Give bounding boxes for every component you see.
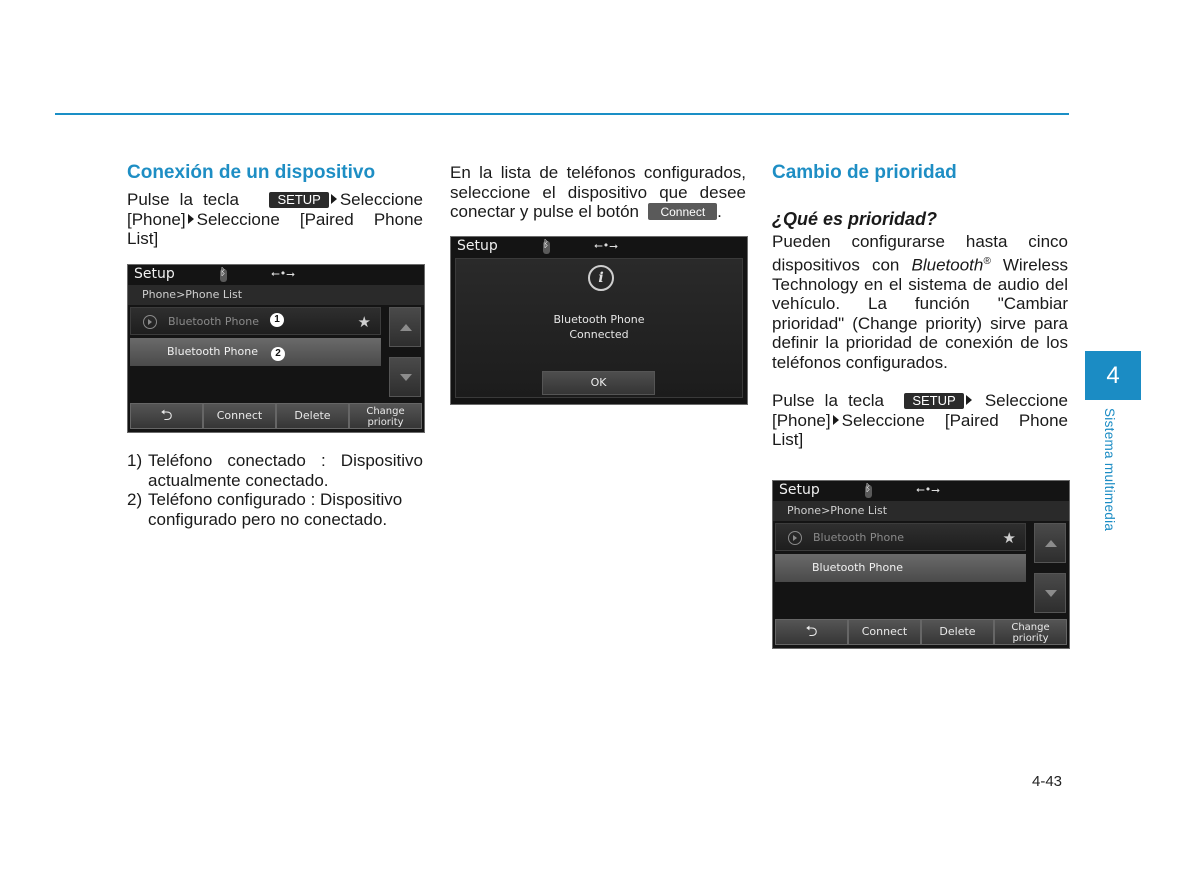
head-unit-screen-connected-popup — [450, 236, 748, 405]
section-heading-priority: Cambio de prioridad — [772, 162, 957, 183]
dialog-message: Bluetooth Phone Connected — [553, 313, 645, 341]
section-heading-connect: Conexión de un dispositivo — [127, 162, 376, 183]
play-icon — [143, 315, 157, 329]
breadcrumb: Phone>Phone List — [128, 285, 424, 305]
instruction-paragraph: Pulse la tecla SETUP Seleccione [Phone] Seleccione [Paired Phone List] — [772, 391, 1068, 450]
arrow-right-icon — [188, 214, 194, 224]
bluetooth-icon — [220, 269, 227, 282]
head-unit-screen-phone-list-2 — [772, 480, 1070, 649]
play-icon — [788, 531, 802, 545]
bluetooth-icon — [543, 241, 550, 254]
info-icon: i — [588, 265, 614, 291]
arrow-up-icon — [1045, 540, 1057, 547]
note-item: 2) Teléfono configurado : Dispositivo configurado pero no conectado. — [127, 490, 403, 529]
back-arrow-icon: ⮌ — [805, 622, 818, 640]
note-item: 1) Teléfono conectado : Dispositivo actualmente conectado. — [127, 451, 423, 490]
screen-title: Setup — [457, 238, 498, 254]
legend-notes — [127, 451, 423, 529]
softkey-bar — [775, 619, 1067, 645]
back-button[interactable] — [130, 403, 203, 429]
list-item-connected-phone[interactable]: Bluetooth Phone ★ — [130, 307, 381, 335]
setup-key: SETUP — [269, 192, 328, 208]
scroll-down-button[interactable] — [389, 357, 421, 397]
page-number: 4-43 — [1032, 773, 1063, 790]
arrow-down-icon — [400, 374, 412, 381]
delete-button[interactable]: Delete — [921, 619, 994, 645]
subheading-what-is-priority: ¿Qué es prioridad? — [772, 209, 938, 229]
screen-title: Setup — [779, 482, 820, 498]
list-item-paired-phone[interactable]: Bluetooth Phone — [775, 554, 1026, 582]
column-3 — [772, 162, 1068, 450]
chapter-tab: 4 — [1085, 351, 1141, 400]
scroll-up-button[interactable] — [1034, 523, 1066, 563]
delete-button[interactable]: Delete — [276, 403, 349, 429]
star-icon: ★ — [1002, 529, 1016, 547]
softkey-bar — [130, 403, 422, 429]
scroll-up-button[interactable] — [389, 307, 421, 347]
list-item-paired-phone[interactable]: Bluetooth Phone — [130, 338, 381, 366]
screen-title: Setup — [134, 266, 175, 282]
priority-paragraph: Pueden configurarse hasta cinco dispositivos con Bluetooth® Wireless Technology en el sistema de audio del vehículo. La función "Cambiar prioridad" (Change priority) sirve para definir la prioridad de conexión de los teléfonos configurados. — [772, 232, 1068, 372]
connect-key: Connect — [648, 203, 717, 220]
scroll-down-button[interactable] — [1034, 573, 1066, 613]
instruction-paragraph: Pulse la tecla SETUP Seleccione [Phone] Seleccione [Paired Phone List] — [127, 190, 423, 248]
column-1 — [127, 162, 423, 249]
header-rule — [55, 113, 1069, 115]
usb-icon: ⭠•⭢ — [271, 267, 296, 280]
list-item-connected-phone[interactable]: Bluetooth Phone ★ — [775, 523, 1026, 551]
arrow-up-icon — [400, 324, 412, 331]
breadcrumb: Phone>Phone List — [773, 501, 1069, 521]
column-2: En la lista de teléfonos configurados, seleccione el dispositivo que desee conectar y pulse el botón Connect . — [450, 163, 746, 221]
change-priority-button[interactable]: Change priority — [994, 619, 1067, 645]
head-unit-screen-phone-list — [127, 264, 425, 433]
back-button[interactable] — [775, 619, 848, 645]
arrow-right-icon — [331, 194, 337, 204]
arrow-right-icon — [966, 395, 972, 405]
setup-key: SETUP — [904, 393, 963, 409]
chapter-label: Sistema multimedia — [1102, 408, 1117, 532]
arrow-down-icon — [1045, 590, 1057, 597]
change-priority-button[interactable]: Change priority — [349, 403, 422, 429]
usb-icon: ⭠•⭢ — [916, 483, 941, 496]
back-arrow-icon: ⮌ — [160, 406, 173, 424]
bluetooth-icon — [865, 485, 872, 498]
callout-badge-2: 2 — [271, 347, 285, 361]
usb-icon: ⭠•⭢ — [594, 239, 619, 252]
connected-dialog — [455, 258, 743, 398]
ok-button[interactable]: OK — [542, 371, 655, 395]
callout-badge-1: 1 — [270, 313, 284, 327]
connect-button[interactable]: Connect — [848, 619, 921, 645]
arrow-right-icon — [833, 415, 839, 425]
connect-button[interactable]: Connect — [203, 403, 276, 429]
star-icon: ★ — [357, 313, 371, 331]
